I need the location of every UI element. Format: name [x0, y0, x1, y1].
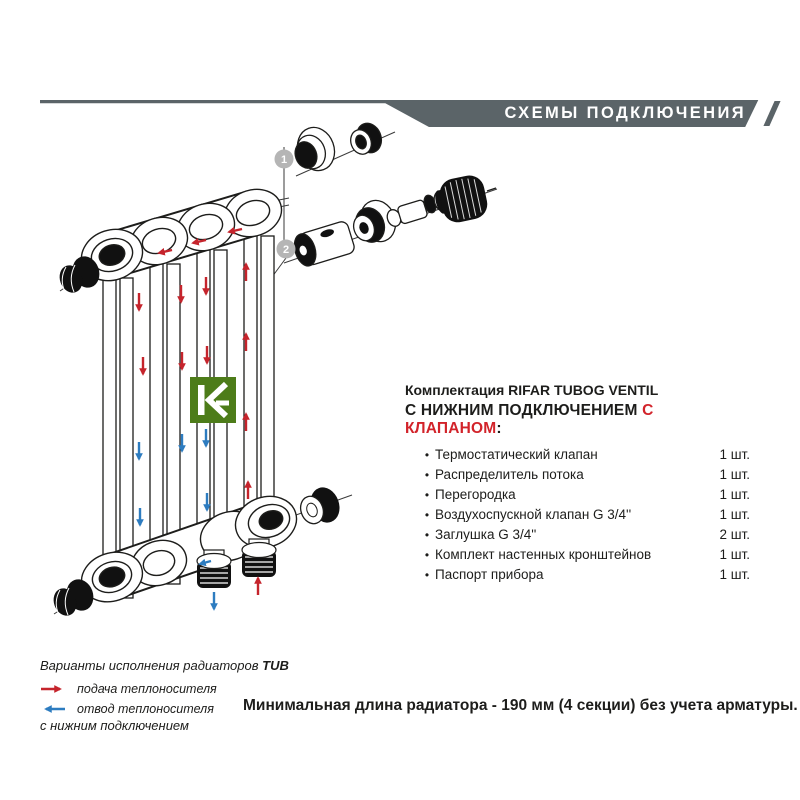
kit-title-line2-red: С КЛАПАНОМ	[405, 402, 658, 437]
kit-list	[405, 382, 750, 587]
supply-arrow-icon	[38, 684, 68, 694]
bullet-icon: •	[424, 468, 430, 482]
brand-logo	[190, 377, 236, 423]
kit-items	[405, 447, 750, 587]
kit-item	[405, 527, 750, 547]
kit-item-name: Заглушка G 3/4''	[435, 527, 537, 542]
return-arrow-icon	[38, 704, 68, 714]
blanking-cap-bottom-right	[297, 483, 344, 527]
kit-item-name: Воздухоспускной клапан G 3/4''	[435, 507, 632, 522]
kit-item-qty: 1 шт.	[719, 447, 750, 462]
caption-line1-text: Варианты исполнения радиаторов	[40, 658, 263, 673]
min-length-note: Минимальная длина радиатора - 190 мм (4 секции) без учета арматуры.	[243, 697, 798, 714]
bullet-icon: •	[424, 568, 430, 582]
legend-return-label: отвод теплоносителя	[77, 702, 214, 716]
badge-1	[275, 150, 294, 169]
kit-item-qty: 1 шт.	[719, 547, 750, 562]
kit-item-name: Перегородка	[435, 487, 516, 502]
kit-item	[405, 507, 750, 527]
caption-model-name: TUB	[262, 658, 289, 673]
kit-item	[405, 487, 750, 507]
kit-title-line2	[405, 402, 750, 438]
kit-item-qty: 1 шт.	[719, 487, 750, 502]
caption-line2: с нижним подключением	[40, 718, 189, 733]
exploded-valve-parts	[291, 120, 496, 269]
kit-item-qty: 1 шт.	[719, 567, 750, 582]
badge-2	[277, 240, 296, 259]
kit-item-qty: 1 шт.	[719, 507, 750, 522]
kit-item-qty: 1 шт.	[719, 467, 750, 482]
flow-legend	[38, 679, 217, 719]
page-title: СХЕМЫ ПОДКЛЮЧЕНИЯ	[504, 104, 746, 122]
svg-text:1: 1	[280, 154, 288, 166]
legend-return-row	[38, 699, 217, 719]
bullet-icon: •	[424, 488, 430, 502]
kit-item-name: Паспорт прибора	[435, 567, 544, 582]
kit-item	[405, 447, 750, 467]
bullet-icon: •	[424, 448, 430, 462]
bullet-icon: •	[424, 548, 430, 562]
thermostat-knob	[433, 173, 496, 225]
kit-title-line2-colon: :	[496, 420, 502, 437]
kit-item	[405, 467, 750, 487]
kit-title-line2-black: С НИЖНИМ ПОДКЛЮЧЕНИЕМ	[405, 402, 643, 419]
kit-item-name: Термостатический клапан	[435, 447, 598, 462]
svg-text:2: 2	[282, 244, 290, 256]
caption-line1	[40, 656, 289, 676]
legend-supply-label: подача теплоносителя	[77, 682, 217, 696]
kit-item-name: Комплект настенных кронштейнов	[435, 547, 652, 562]
kit-item-qty: 2 шт.	[719, 527, 750, 542]
kit-title-line1: Комплектация RIFAR TUBOG VENTIL	[405, 382, 659, 398]
kit-item	[405, 567, 750, 587]
legend-supply-row	[38, 679, 217, 699]
kit-item-name: Распределитель потока	[435, 467, 584, 482]
bullet-icon: •	[424, 508, 430, 522]
kit-item	[405, 547, 750, 567]
valve-body	[291, 220, 356, 269]
bullet-icon: •	[424, 528, 430, 542]
